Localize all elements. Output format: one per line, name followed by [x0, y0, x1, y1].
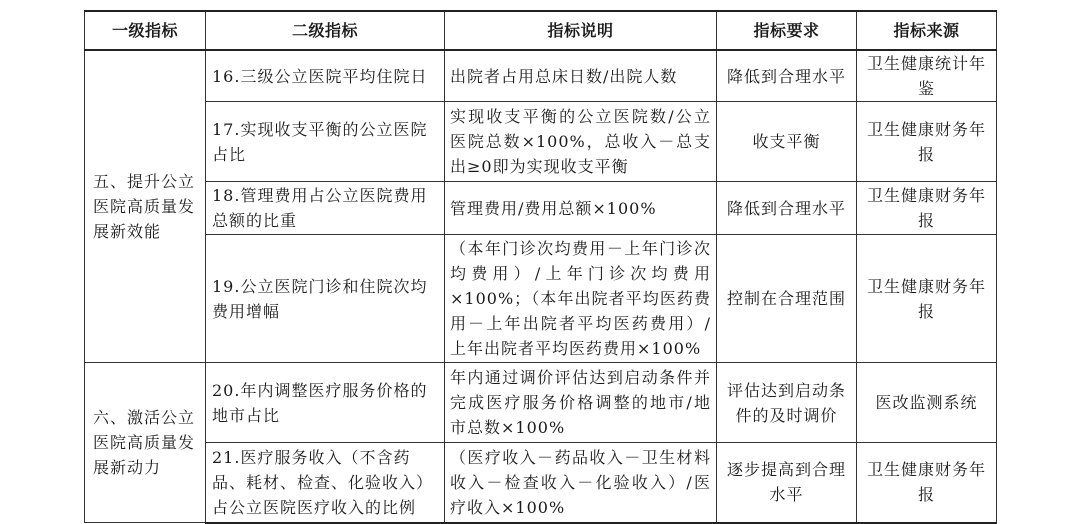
- header-level2: 二级指标: [206, 11, 445, 50]
- description-cell: 实现收支平衡的公立医院数/公立医院总数×100%，总收入－总支出≥0即为实现收支平衡: [445, 102, 717, 182]
- source-cell: 卫生健康财务年报: [857, 182, 997, 235]
- table-row: [85, 443, 997, 523]
- header-description: 指标说明: [445, 11, 717, 50]
- header-source: 指标来源: [857, 11, 997, 50]
- indicator-cell: 16.三级公立医院平均住院日: [206, 50, 445, 102]
- indicator-cell: 21.医疗服务收入（不含药品、耗材、检查、化验收入）占公立医院医疗收入的比例: [206, 443, 445, 523]
- requirement-cell: 逐步提高到合理水平: [717, 443, 857, 523]
- category-cell: [85, 50, 206, 363]
- table-row: [85, 235, 997, 363]
- category-label: 六、激活公立医院高质量发展新动力: [93, 408, 196, 477]
- description-cell: （医疗收入－药品收入－卫生材料收入－检查收入－化验收入）/医疗收入×100%: [445, 443, 717, 523]
- source-cell: 卫生健康财务年报: [857, 443, 997, 523]
- indicator-table: [84, 10, 997, 524]
- source-cell: 卫生健康财务年报: [857, 235, 997, 363]
- header-requirement: 指标要求: [717, 11, 857, 50]
- indicator-table-sheet: [84, 10, 996, 524]
- source-cell: 卫生健康统计年鉴: [857, 50, 997, 102]
- table-row: [85, 182, 997, 235]
- description-cell: 年内通过调价评估达到启动条件并完成医疗服务价格调整的地市/地市总数×100%: [445, 363, 717, 443]
- category-label: 五、提升公立医院高质量发展新效能: [93, 172, 196, 241]
- requirement-cell: 降低到合理水平: [717, 50, 857, 102]
- description-cell: 管理费用/费用总额×100%: [445, 182, 717, 235]
- requirement-cell: 降低到合理水平: [717, 182, 857, 235]
- header-level1: 一级指标: [85, 11, 206, 50]
- requirement-cell: 收支平衡: [717, 102, 857, 182]
- indicator-cell: 19.公立医院门诊和住院次均费用增幅: [206, 235, 445, 363]
- table-row: [85, 50, 997, 102]
- description-cell: （本年门诊次均费用－上年门诊次均费用）/上年门诊次均费用×100%；（本年出院者平均医药费用－上年出院者平均医药费用）/上年出院者平均医药费用×100%: [445, 235, 717, 363]
- requirement-cell: 控制在合理范围: [717, 235, 857, 363]
- requirement-cell: 评估达到启动条件的及时调价: [717, 363, 857, 443]
- table-header-row: [85, 11, 997, 50]
- table-row: [85, 363, 997, 443]
- indicator-cell: 18.管理费用占公立医院费用总额的比重: [206, 182, 445, 235]
- source-cell: 卫生健康财务年报: [857, 102, 997, 182]
- description-cell: 出院者占用总床日数/出院人数: [445, 50, 717, 102]
- table-row: [85, 102, 997, 182]
- source-cell: 医改监测系统: [857, 363, 997, 443]
- indicator-cell: 20.年内调整医疗服务价格的地市占比: [206, 363, 445, 443]
- category-cell: [85, 363, 206, 523]
- indicator-cell: 17.实现收支平衡的公立医院占比: [206, 102, 445, 182]
